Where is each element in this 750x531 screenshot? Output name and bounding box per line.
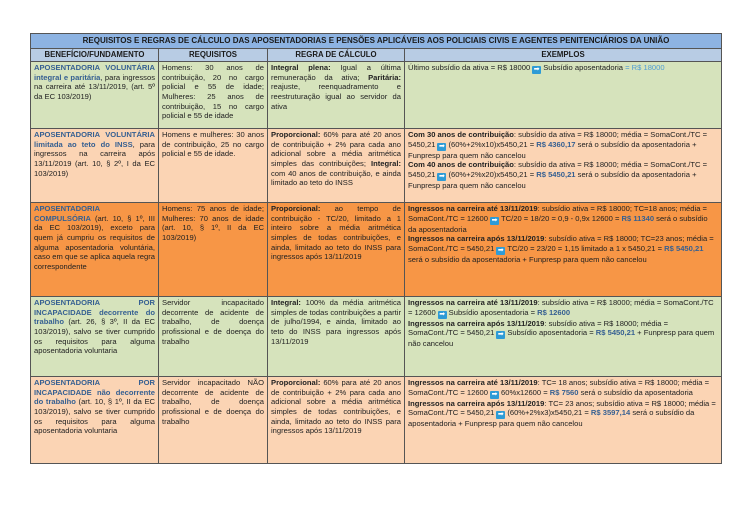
arrow-right-icon: ➡	[497, 411, 504, 419]
beneficio-text: (art. 26, § 3º, II da EC 103/2019), salvo se tiver cumprido os requisitos para alguma aposentadoria voluntaria	[34, 317, 155, 356]
header-requisitos: REQUISITOS	[159, 49, 268, 62]
header-exemplos: EXEMPLOS	[405, 49, 722, 62]
exemplo-text: TC/20 = 23/20 = 1,15 limitado a 1 x 5450,21 =	[507, 243, 665, 253]
arrow-right-icon: ➡	[533, 66, 540, 74]
arrow-right-icon: ➡	[439, 172, 445, 180]
retirement-rules-table	[30, 33, 722, 464]
regra-cell	[268, 203, 405, 297]
arrow-right-icon: ➡	[439, 142, 445, 150]
exemplo-value: R$ 5450,21	[664, 243, 704, 253]
requisitos-cell: Homens: 75 anos de idade; Mulheres: 70 anos de idade (art. 10, § 1º, II da EC 103/2019)	[159, 203, 268, 297]
regra-label: Integral:	[371, 158, 401, 168]
exemplo-label: Ingressos na carreira após 13/11/2019	[408, 398, 545, 408]
exemplo-cell	[405, 62, 722, 129]
exemplo-label: Ingressos na carreira após 13/11/2019	[408, 318, 545, 328]
exemplo-text: + Funpresp para quem não cancelou	[408, 328, 715, 349]
regra-cell	[268, 129, 405, 203]
exemplo-text: (60%+2%x20)x5450,21 =	[448, 169, 537, 179]
regra-cell	[268, 377, 405, 464]
regra-label: Proporcional:	[271, 204, 321, 214]
arrow-right-icon: ➡	[491, 216, 498, 224]
regra-label: Proporcional:	[271, 378, 321, 388]
beneficio-cell	[31, 129, 159, 203]
table-row	[31, 62, 722, 129]
exemplo-value: R$ 7560	[549, 387, 579, 397]
exemplo-value: R$ 5450,21	[595, 328, 636, 338]
exemplo-value: R$ 11340	[621, 213, 655, 223]
regra-cell	[268, 62, 405, 129]
arrow-right-icon: ➡	[491, 390, 498, 398]
requisitos-cell: Servidor incapacitado NÃO decorrente de acidente de trabalho, de doença profissional e de doença do trabalho	[159, 377, 268, 464]
beneficio-text: , para ingressos na carreira até 13/11/2019, (art. 5º da EC 103/2019)	[34, 72, 155, 101]
regra-cell	[268, 297, 405, 377]
beneficio-title: APOSENTADORIA COMPULSÓRIA	[34, 204, 101, 223]
exemplo-text: Subsídio aposentadoria	[543, 63, 626, 73]
exemplo-text: (60%+2%x3)x5450,21 =	[507, 408, 591, 418]
regra-text: 60% para até 20 anos de contribuição + 2% para cada ano adicional sobre a média aritmética simples de todas contribuições, e ainda, limitado ao teto do INSS para ingressos após 13/11/2019	[271, 378, 401, 436]
table-title: REQUISITOS E REGRAS DE CÁLCULO DAS APOSENTADORIAS E PENSÕES APLICÁVEIS AOS POLICIAIS CIVIS E AGENTES PENITENCIÁRIOS DA UNIÃO	[31, 34, 722, 49]
exemplo-label: Ingressos na carreira até 13/11/2019	[408, 204, 538, 214]
exemplo-value: R$ 3597,14	[590, 408, 631, 418]
beneficio-cell	[31, 377, 159, 464]
exemplo-value: = R$ 18000	[625, 63, 665, 73]
exemplo-cell	[405, 377, 722, 464]
exemplo-label: Ingressos na carreira até 13/11/2019	[408, 378, 538, 388]
table-row	[31, 297, 722, 377]
regra-label: Integral plena:	[271, 63, 331, 73]
regra-text: 100% da média aritmética simples de todas contribuições a partir de julho/1994, e ainda, limitado ao teto do INSS para ingressos após 13/11/2019	[271, 298, 401, 346]
header-beneficio: BENEFÍCIO/FUNDAMENTO	[31, 49, 159, 62]
exemplo-text: Subsídio aposentadoria =	[507, 328, 596, 338]
exemplo-text: será o subsídio da aposentadoria	[578, 387, 693, 397]
exemplo-value: R$ 4360,17	[536, 139, 576, 149]
beneficio-title: APOSENTADORIA VOLUNTÁRIA integral e paritária	[34, 63, 155, 82]
beneficio-text: (art. 10, § 1º, III da EC 103/2019), exceto para quem já cumpriu os requisitos de alguma aposentadoria voluntária, caso em que se aplica aquela regra correspondente	[34, 213, 155, 271]
exemplo-value: R$ 12600	[537, 307, 571, 317]
exemplo-text: 60%x12600 =	[501, 387, 550, 397]
regra-text: ao tempo de contribuição - TC/20, limitado a 1 inteiro sobre a média aritmética simples de todas contribuições, e ainda, limitado ao teto do INSS para ingressos após 13/11/2019	[271, 204, 401, 262]
table-row	[31, 377, 722, 464]
exemplo-label: Ingressos na carreira até 13/11/2019	[408, 298, 538, 308]
exemplo-text: será o subsídio da aposentadoria + Funpresp para quem não cancelou	[408, 169, 697, 190]
table-row	[31, 203, 722, 297]
exemplo-text: : TC= 18 anos; subsídio ativa = R$ 18000; média = SomaCont./TC = 12600	[408, 378, 710, 397]
exemplo-text: : subsídio ativa = R$ 18000; TC=23 anos; média = SomaCont./TC = 5450,21	[408, 234, 714, 253]
beneficio-cell	[31, 297, 159, 377]
beneficio-title: APOSENTADORIA POR INCAPACIDADE não decorrente do trabalho	[34, 378, 155, 407]
regra-text: Igual a última remuneração da ativa;	[271, 63, 401, 82]
exemplo-text: TC/20 = 18/20 = 0,9 - 0,9x 12600 =	[501, 213, 622, 223]
arrow-right-icon: ➡	[497, 246, 504, 254]
arrow-right-icon: ➡	[497, 331, 504, 339]
exemplo-label: Com 40 anos de contribuição	[408, 160, 514, 170]
exemplo-text: será o subsídio da aposentadoria + Funpresp para quem não cancelou	[408, 408, 695, 429]
regra-text: 60% para até 20 anos de contribuição + 2% para cada ano adicional sobre a média aritmética simples das contribuições;	[271, 130, 401, 168]
exemplo-text: : subsídio ativa = R$ 18000; média = SomaCont./TC = 12600	[408, 298, 714, 317]
exemplo-text: : subsídio ativa = R$ 18000; TC=18 anos; média = SomaCont./TC = 12600	[408, 204, 707, 223]
header-regra-calculo: REGRA DE CÁLCULO	[268, 49, 405, 62]
table-row	[31, 129, 722, 203]
exemplo-text: Último subsídio da ativa = R$ 18000	[408, 63, 531, 73]
regra-text: com 40 anos de contribuição, e ainda limitado ao teto do INSS	[271, 168, 401, 188]
beneficio-cell	[31, 62, 159, 129]
regra-label: Paritária:	[368, 72, 401, 82]
beneficio-text: , para ingressos na carreira após 13/11/2019 (art. 10, § 2º, I da EC 103/2019)	[34, 139, 156, 178]
beneficio-title: APOSENTADORIA POR INCAPACIDADE decorrente do trabalho	[34, 298, 155, 327]
requisitos-cell: Servidor incapacitado decorrente de acidente de trabalho, de doença profissional e de doença do trabalho	[159, 297, 268, 377]
exemplo-text: : subsídio ativa = R$ 18000; média = SomaCont./TC = 5450,21	[408, 318, 669, 338]
exemplo-label: Ingressos na carreira após 13/11/2019	[408, 234, 545, 244]
regra-text: reajuste, reenquadramento e reestruturação igual ao servidor da ativa	[271, 82, 401, 111]
beneficio-cell	[31, 203, 159, 297]
arrow-right-icon: ➡	[439, 310, 446, 318]
beneficio-text: (art. 10, § 1º, II da EC 103/2019), salvo se tiver cumprido os requisitos para alguma aposentadoria voluntaria	[34, 397, 156, 436]
regra-label: Integral:	[271, 298, 301, 308]
exemplo-value: R$ 5450,21	[536, 169, 576, 179]
exemplo-text: Subsídio aposentadoria =	[448, 307, 538, 317]
exemplo-label: Com 30 anos de contribuição	[408, 130, 514, 140]
exemplo-text: será o subsídio da aposentadoria	[408, 213, 708, 234]
exemplo-text: : subsídio da ativa = R$ 18000; média = SomaCont./TC = 5450,21	[408, 130, 708, 149]
requisitos-cell: Homens: 30 anos de contribuição, 20 no cargo policial e 55 de idade; Mulheres: 25 anos de contribuição, 15 no cargo policial e 55 de idade	[159, 62, 268, 129]
exemplo-text: : subsídio da ativa = R$ 18000; média = SomaCont./TC = 5450,21	[408, 160, 708, 179]
requisitos-cell: Homens e mulheres: 30 anos de contribuição, 25 no cargo policial e 55 de idade.	[159, 129, 268, 203]
exemplo-text: será o subsídio da aposentadoria + Funpresp para quem não cancelou	[408, 254, 647, 264]
exemplo-cell	[405, 203, 722, 297]
exemplo-text: será o subsídio da aposentadoria + Funpresp para quem não cancelou	[408, 139, 697, 160]
exemplo-cell	[405, 297, 722, 377]
exemplo-text: : TC= 23 anos; subsídio ativa = R$ 18000; média = SomaCont./TC = 5450,21	[408, 398, 716, 418]
exemplo-text: (60%+2%x10)x5450,21 =	[448, 139, 537, 149]
regra-label: Proporcional:	[271, 130, 321, 140]
beneficio-title: APOSENTADORIA VOLUNTÁRIA limitada ao teto do INSS	[34, 130, 155, 149]
exemplo-cell	[405, 129, 722, 203]
